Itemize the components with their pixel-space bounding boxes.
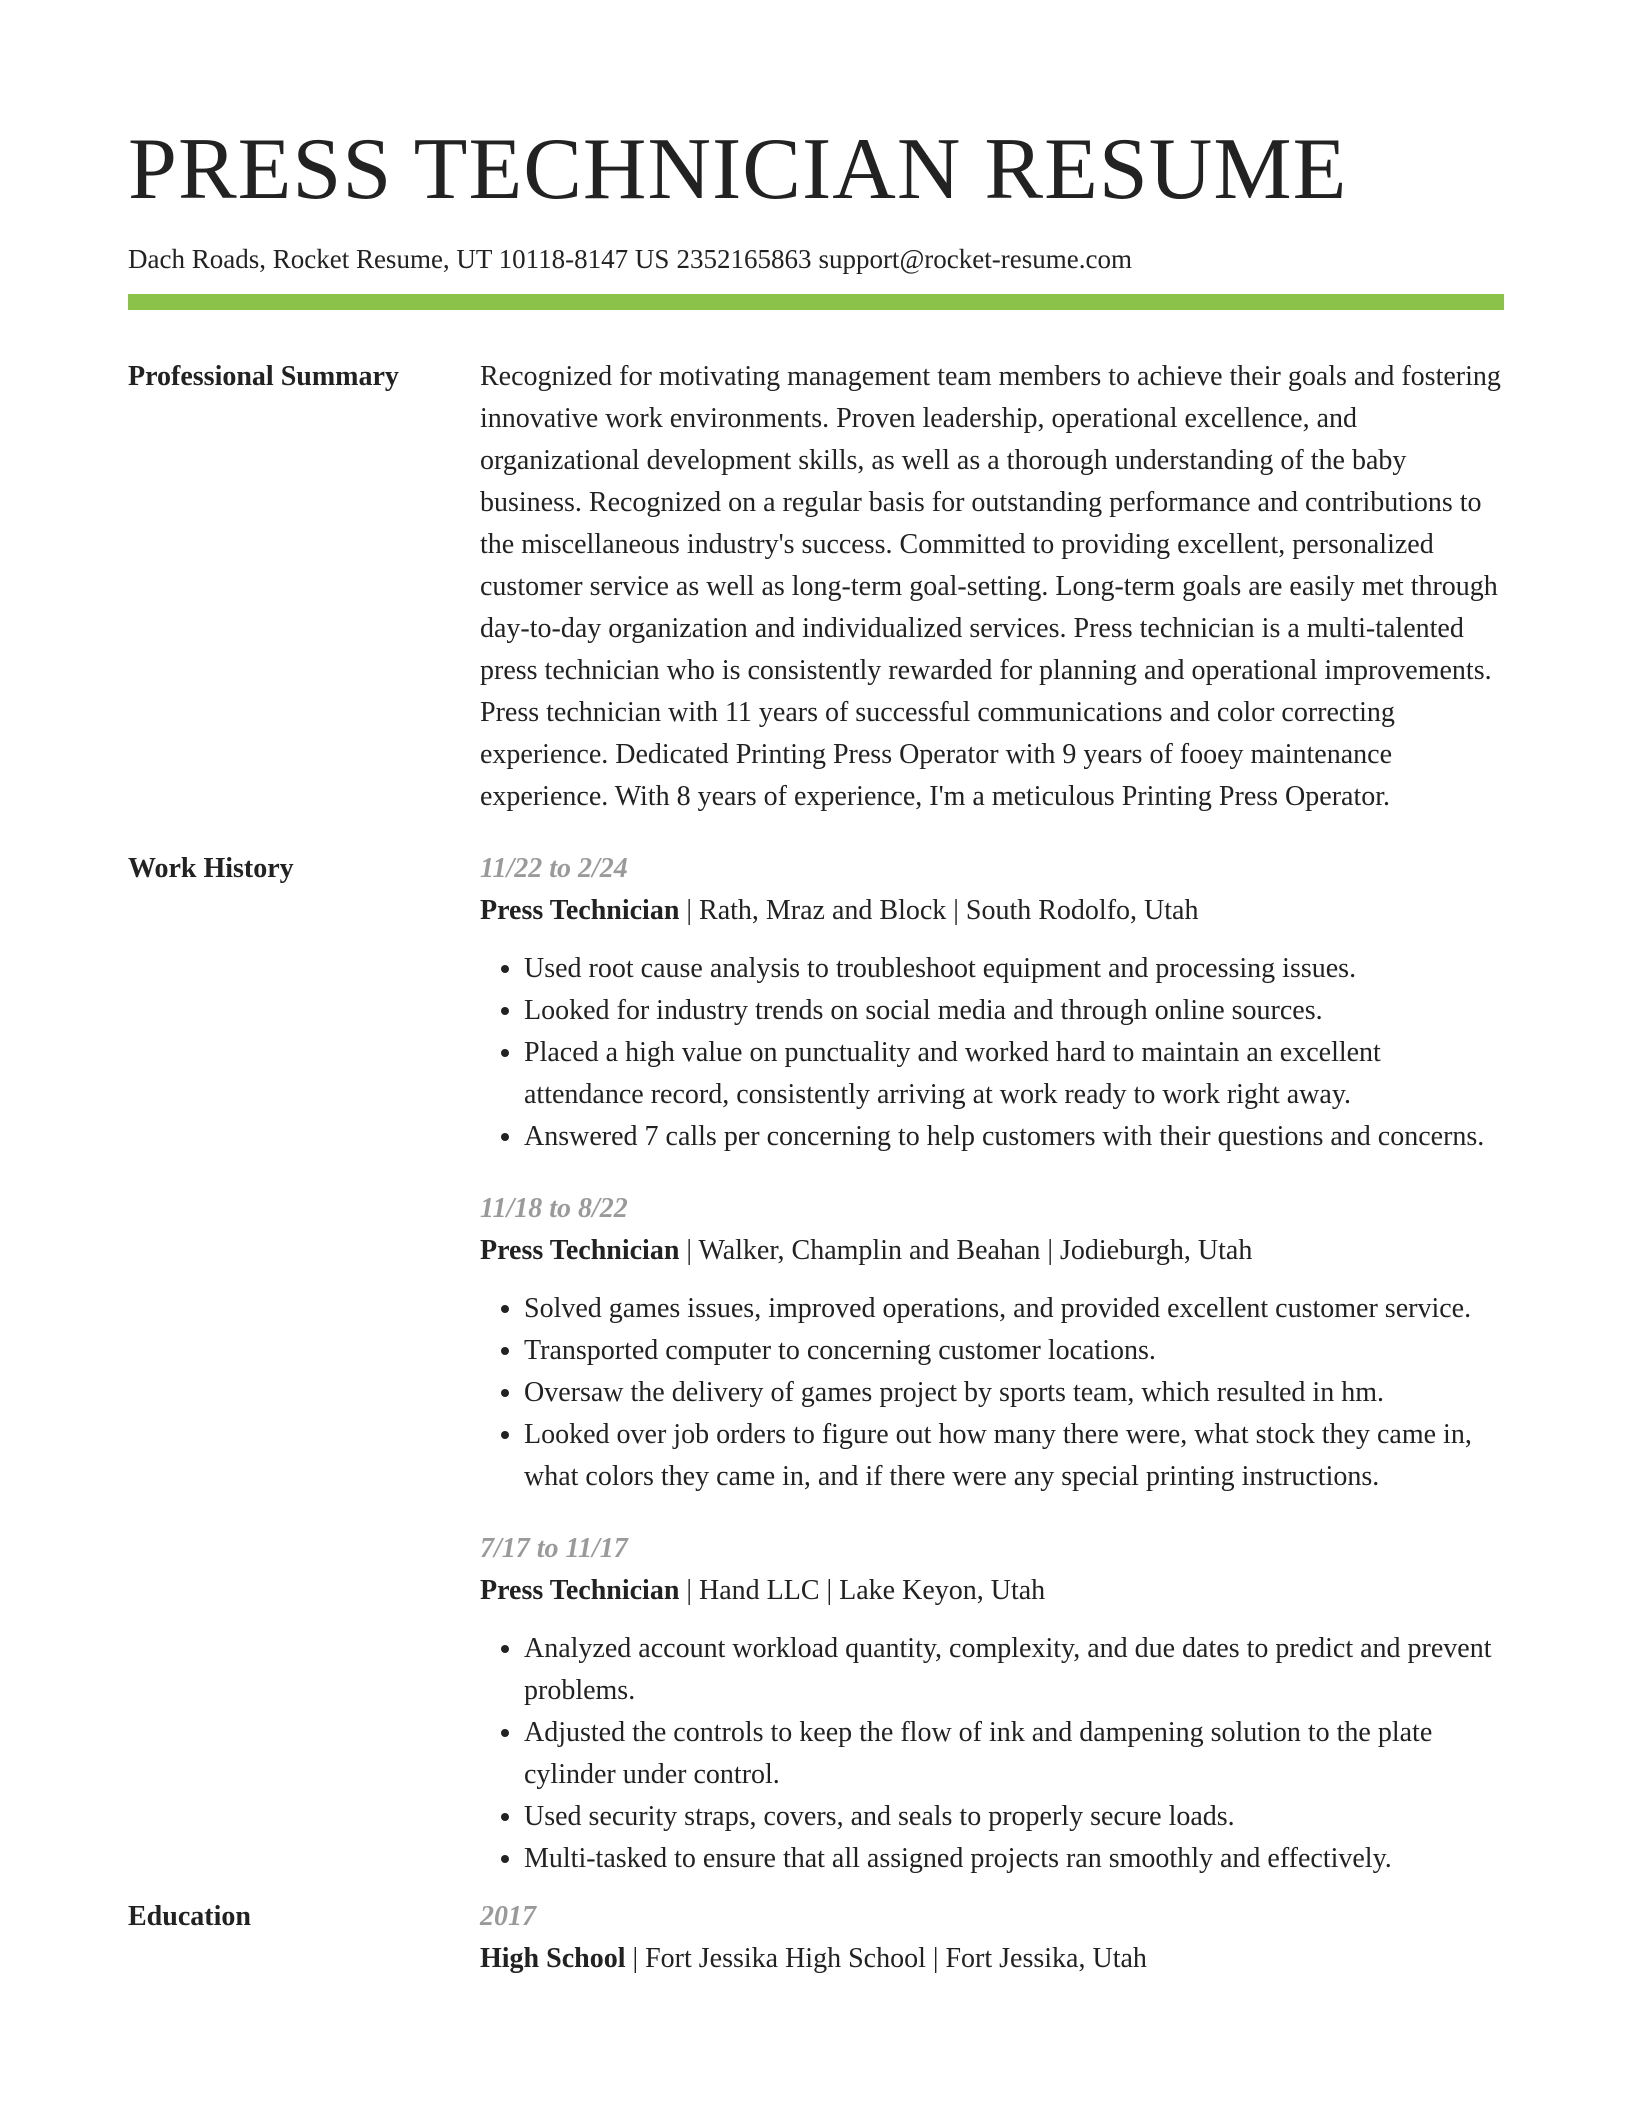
job-dates: 11/18 to 8/22 [480,1193,628,1224]
job-bullet: • Answered 7 calls per concerning to help customers with their questions and concerns. [524,1116,1504,1158]
resume-page [128,0,1504,1980]
job-entry [480,848,1504,1158]
job-title: Press Technician [480,895,680,926]
contact-address: Dach Roads, Rocket Resume, UT 10118-8147 US [128,244,670,274]
job-details: | Rath, Mraz and Block | South Rodolfo, Utah [679,895,1199,926]
job-bullet: • Transported computer to concerning customer locations. [524,1330,1504,1372]
job-entry [480,1188,1504,1498]
job-details: | Hand LLC | Lake Keyon, Utah [679,1575,1046,1606]
education-section [128,1896,1504,1980]
contact-email: support@rocket-resume.com [818,244,1132,274]
job-bullets [480,1628,1504,1880]
job-dates: 7/17 to 11/17 [480,1533,628,1564]
header-divider [128,294,1504,310]
education-heading: Education [128,1901,251,1932]
job-header [480,890,1504,932]
education-entry [480,1896,1504,1980]
job-bullet: • Looked over job orders to figure out how many there were, what stock they came in, what colors they came in, and if there were any special printing instructions. [524,1414,1504,1498]
education-header [480,1938,1504,1980]
resume-title: PRESS TECHNICIAN RESUME [128,121,1348,218]
contact-phone: 2352165863 [676,244,812,274]
job-title: Press Technician [480,1235,680,1266]
job-bullet: • Solved games issues, improved operations, and provided excellent customer service. [524,1288,1504,1330]
work-history-heading: Work History [128,853,294,884]
job-header [480,1570,1504,1612]
education-dates: 2017 [480,1901,536,1932]
work-history-section [128,848,1504,1880]
job-bullets [480,948,1504,1158]
job-title: Press Technician [480,1575,680,1606]
summary-text: Recognized for motivating management team members to achieve their goals and fostering innovative work environments. Proven leadership, operational excellence, and organizational development skills, as well as a thorough understanding of the baby business. Recognized on a regular basis for outstanding performance and contributions to the miscellaneous industry's success. Committed to providing excellent, personalized customer service as well as long-term goal-setting. Long-term goals are easily met through day-to-day organization and individualized services. Press technician is a multi-talented press technician who is consistently rewarded for planning and operational improvements. Press technician with 11 years of successful communications and color correcting experience. Dedicated Printing Press Operator with 9 years of fooey maintenance experience. With 8 years of experience, I'm a meticulous Printing Press Operator. [480,361,1501,812]
education-title: High School [480,1943,626,1974]
education-details: | Fort Jessika High School | Fort Jessika, Utah [625,1943,1147,1974]
job-bullet: • Multi-tasked to ensure that all assigned projects ran smoothly and effectively. [524,1838,1504,1880]
job-bullet: • Adjusted the controls to keep the flow of ink and dampening solution to the plate cylinder under control. [524,1712,1504,1796]
job-bullet: • Used security straps, covers, and seals to properly secure loads. [524,1796,1504,1838]
job-bullet: • Oversaw the delivery of games project by sports team, which resulted in hm. [524,1372,1504,1414]
job-entry [480,1528,1504,1880]
job-bullets [480,1288,1504,1498]
job-bullet: • Looked for industry trends on social media and through online sources. [524,990,1504,1032]
contact-line [128,242,1504,276]
summary-section [128,356,1504,818]
job-header [480,1230,1504,1272]
job-bullet: • Placed a high value on punctuality and worked hard to maintain an excellent attendance record, consistently arriving at work ready to work right away. [524,1032,1504,1116]
job-bullet: • Used root cause analysis to troubleshoot equipment and processing issues. [524,948,1504,990]
job-bullet: • Analyzed account workload quantity, complexity, and due dates to predict and prevent problems. [524,1628,1504,1712]
job-details: | Walker, Champlin and Beahan | Jodieburgh, Utah [679,1235,1253,1266]
job-dates: 11/22 to 2/24 [480,853,628,884]
summary-heading: Professional Summary [128,361,399,392]
